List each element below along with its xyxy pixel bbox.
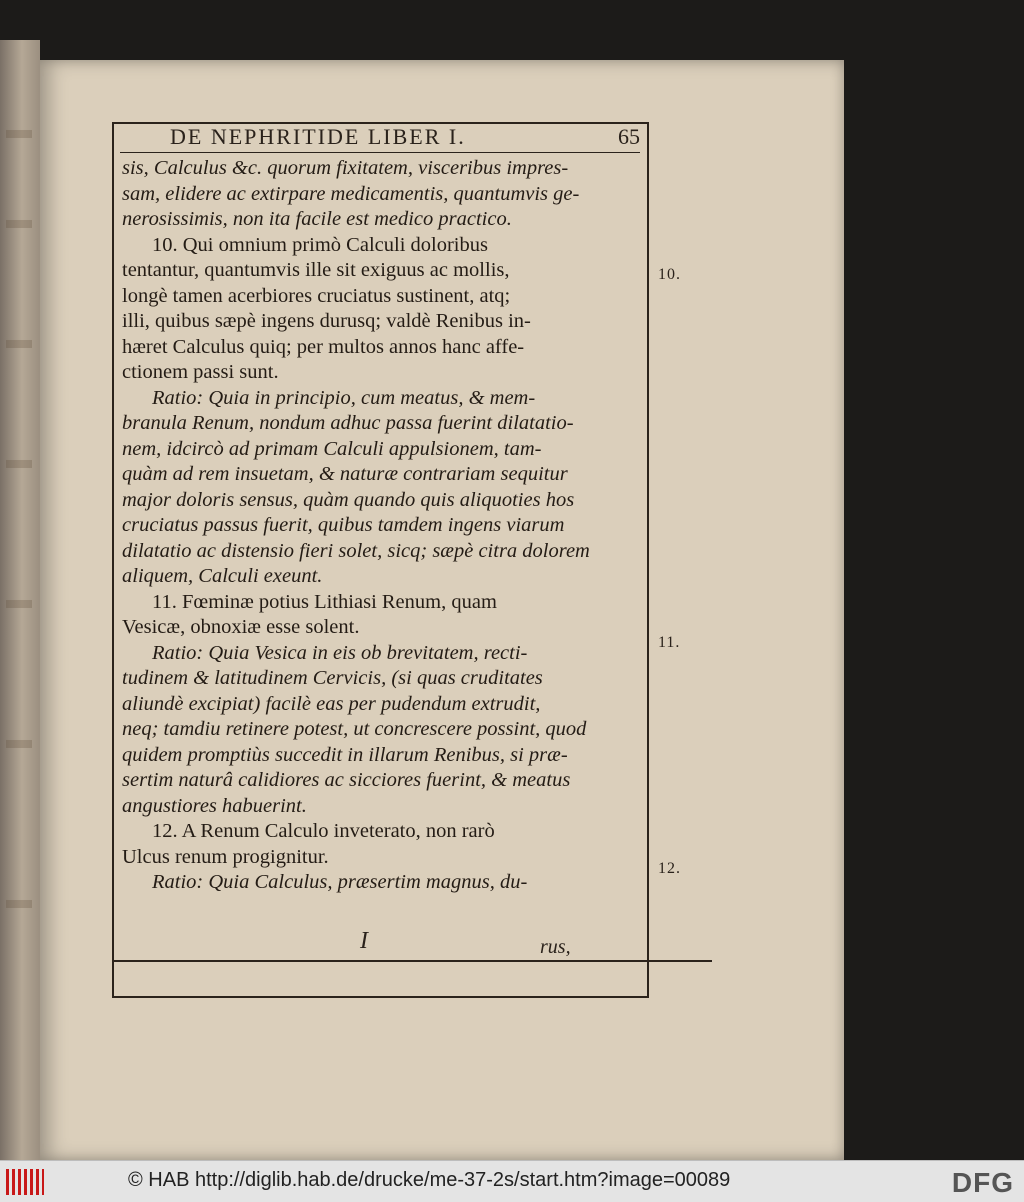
text-line: 11. Fœminæ potius Lithiasi Renum, quam (152, 590, 497, 613)
dfg-logo: DFG (951, 1167, 1014, 1198)
text-line: illi, quibus sæpè ingens durusq; valdè Renibus in- (122, 310, 531, 332)
adjacent-page-mark (6, 460, 32, 468)
text-line: quàm ad rem insuetam, & naturæ contrariam sequitur (122, 463, 568, 485)
text-line: nerosissimis, non ita facile est medico practico. (122, 208, 512, 230)
adjacent-page-mark (6, 220, 32, 228)
barcode-icon (6, 1169, 44, 1195)
text-line: ctionem passi sunt. (122, 361, 279, 383)
header-title: DE NEPHRITIDE LIBER I. (170, 124, 466, 149)
text-line: Ulcus renum progignitur. (122, 845, 329, 868)
text-line: Ratio: Quia in principio, cum meatus, & mem- (152, 386, 536, 409)
adjacent-page-mark (6, 900, 32, 908)
text-line: branula Renum, nondum adhuc passa fuerint dilatatio- (122, 412, 574, 434)
text-line: tudinem & latitudinem Cervicis, (si quas cruditates (122, 667, 543, 689)
text-line: longè tamen acerbiores cruciatus sustinent, atq; (122, 284, 511, 307)
signature-mark: I (360, 928, 368, 954)
credit-link[interactable]: © HAB http://diglib.hab.de/drucke/me-37-2s/start.htm?image=00089 (128, 1169, 731, 1191)
text-line: major doloris sensus, quàm quando quis aliquoties hos (122, 488, 575, 511)
body-text (122, 156, 636, 896)
text-line: sam, elidere ac extirpare medicamentis, quantumvis ge- (122, 182, 580, 205)
adjacent-page-mark (6, 740, 32, 748)
catchword: rus, (540, 936, 571, 958)
book-page (40, 60, 844, 1160)
text-line: tentantur, quantumvis ille sit exiguus ac mollis, (122, 259, 510, 281)
text-line: 10. Qui omnium primò Calculi doloribus (152, 233, 488, 256)
text-line: aliundè excipiat) facilè eas per pudendum extrudit, (122, 692, 541, 715)
viewer-footer (0, 1160, 1024, 1202)
text-line: Ratio: Quia Vesica in eis ob brevitatem, recti- (152, 641, 528, 664)
text-line: 12. A Renum Calculo inveterato, non rarò (152, 820, 495, 842)
text-line: sertim naturâ calidiores ac sicciores fuerint, & meatus (122, 769, 571, 791)
text-line: quidem promptiùs succedit in illarum Renibus, si præ- (122, 743, 568, 766)
adjacent-page-mark (6, 340, 32, 348)
bottom-rule (112, 960, 712, 962)
text-line: Ratio: Quia Calculus, præsertim magnus, du- (152, 871, 528, 893)
text-line: cruciatus passus fuerit, quibus tamdem ingens viarum (122, 514, 565, 536)
text-line: aliquem, Calculi exeunt. (122, 565, 323, 587)
adjacent-page-mark (6, 600, 32, 608)
text-line: neq; tamdiu retinere potest, ut concrescere possint, quod (122, 718, 587, 740)
adjacent-page-mark (6, 130, 32, 138)
text-line: angustiores habuerint. (122, 794, 307, 817)
margin-note: 12. (658, 860, 681, 877)
text-line: sis, Calculus &c. quorum fixitatem, visceribus impres- (122, 157, 569, 179)
text-line: Vesicæ, obnoxiæ esse solent. (122, 616, 360, 638)
running-header (170, 124, 640, 154)
margin-note: 10. (658, 266, 681, 283)
adjacent-page-edge (0, 40, 40, 1160)
text-line: nem, idcircò ad primam Calculi appulsionem, tam- (122, 437, 542, 460)
text-line: dilatatio ac distensio fieri solet, sicq; sæpè citra dolorem (122, 539, 590, 562)
margin-note: 11. (658, 634, 681, 651)
page-number: 65 (618, 124, 640, 149)
text-line: hæret Calculus quiq; per multos annos hanc affe- (122, 335, 525, 358)
